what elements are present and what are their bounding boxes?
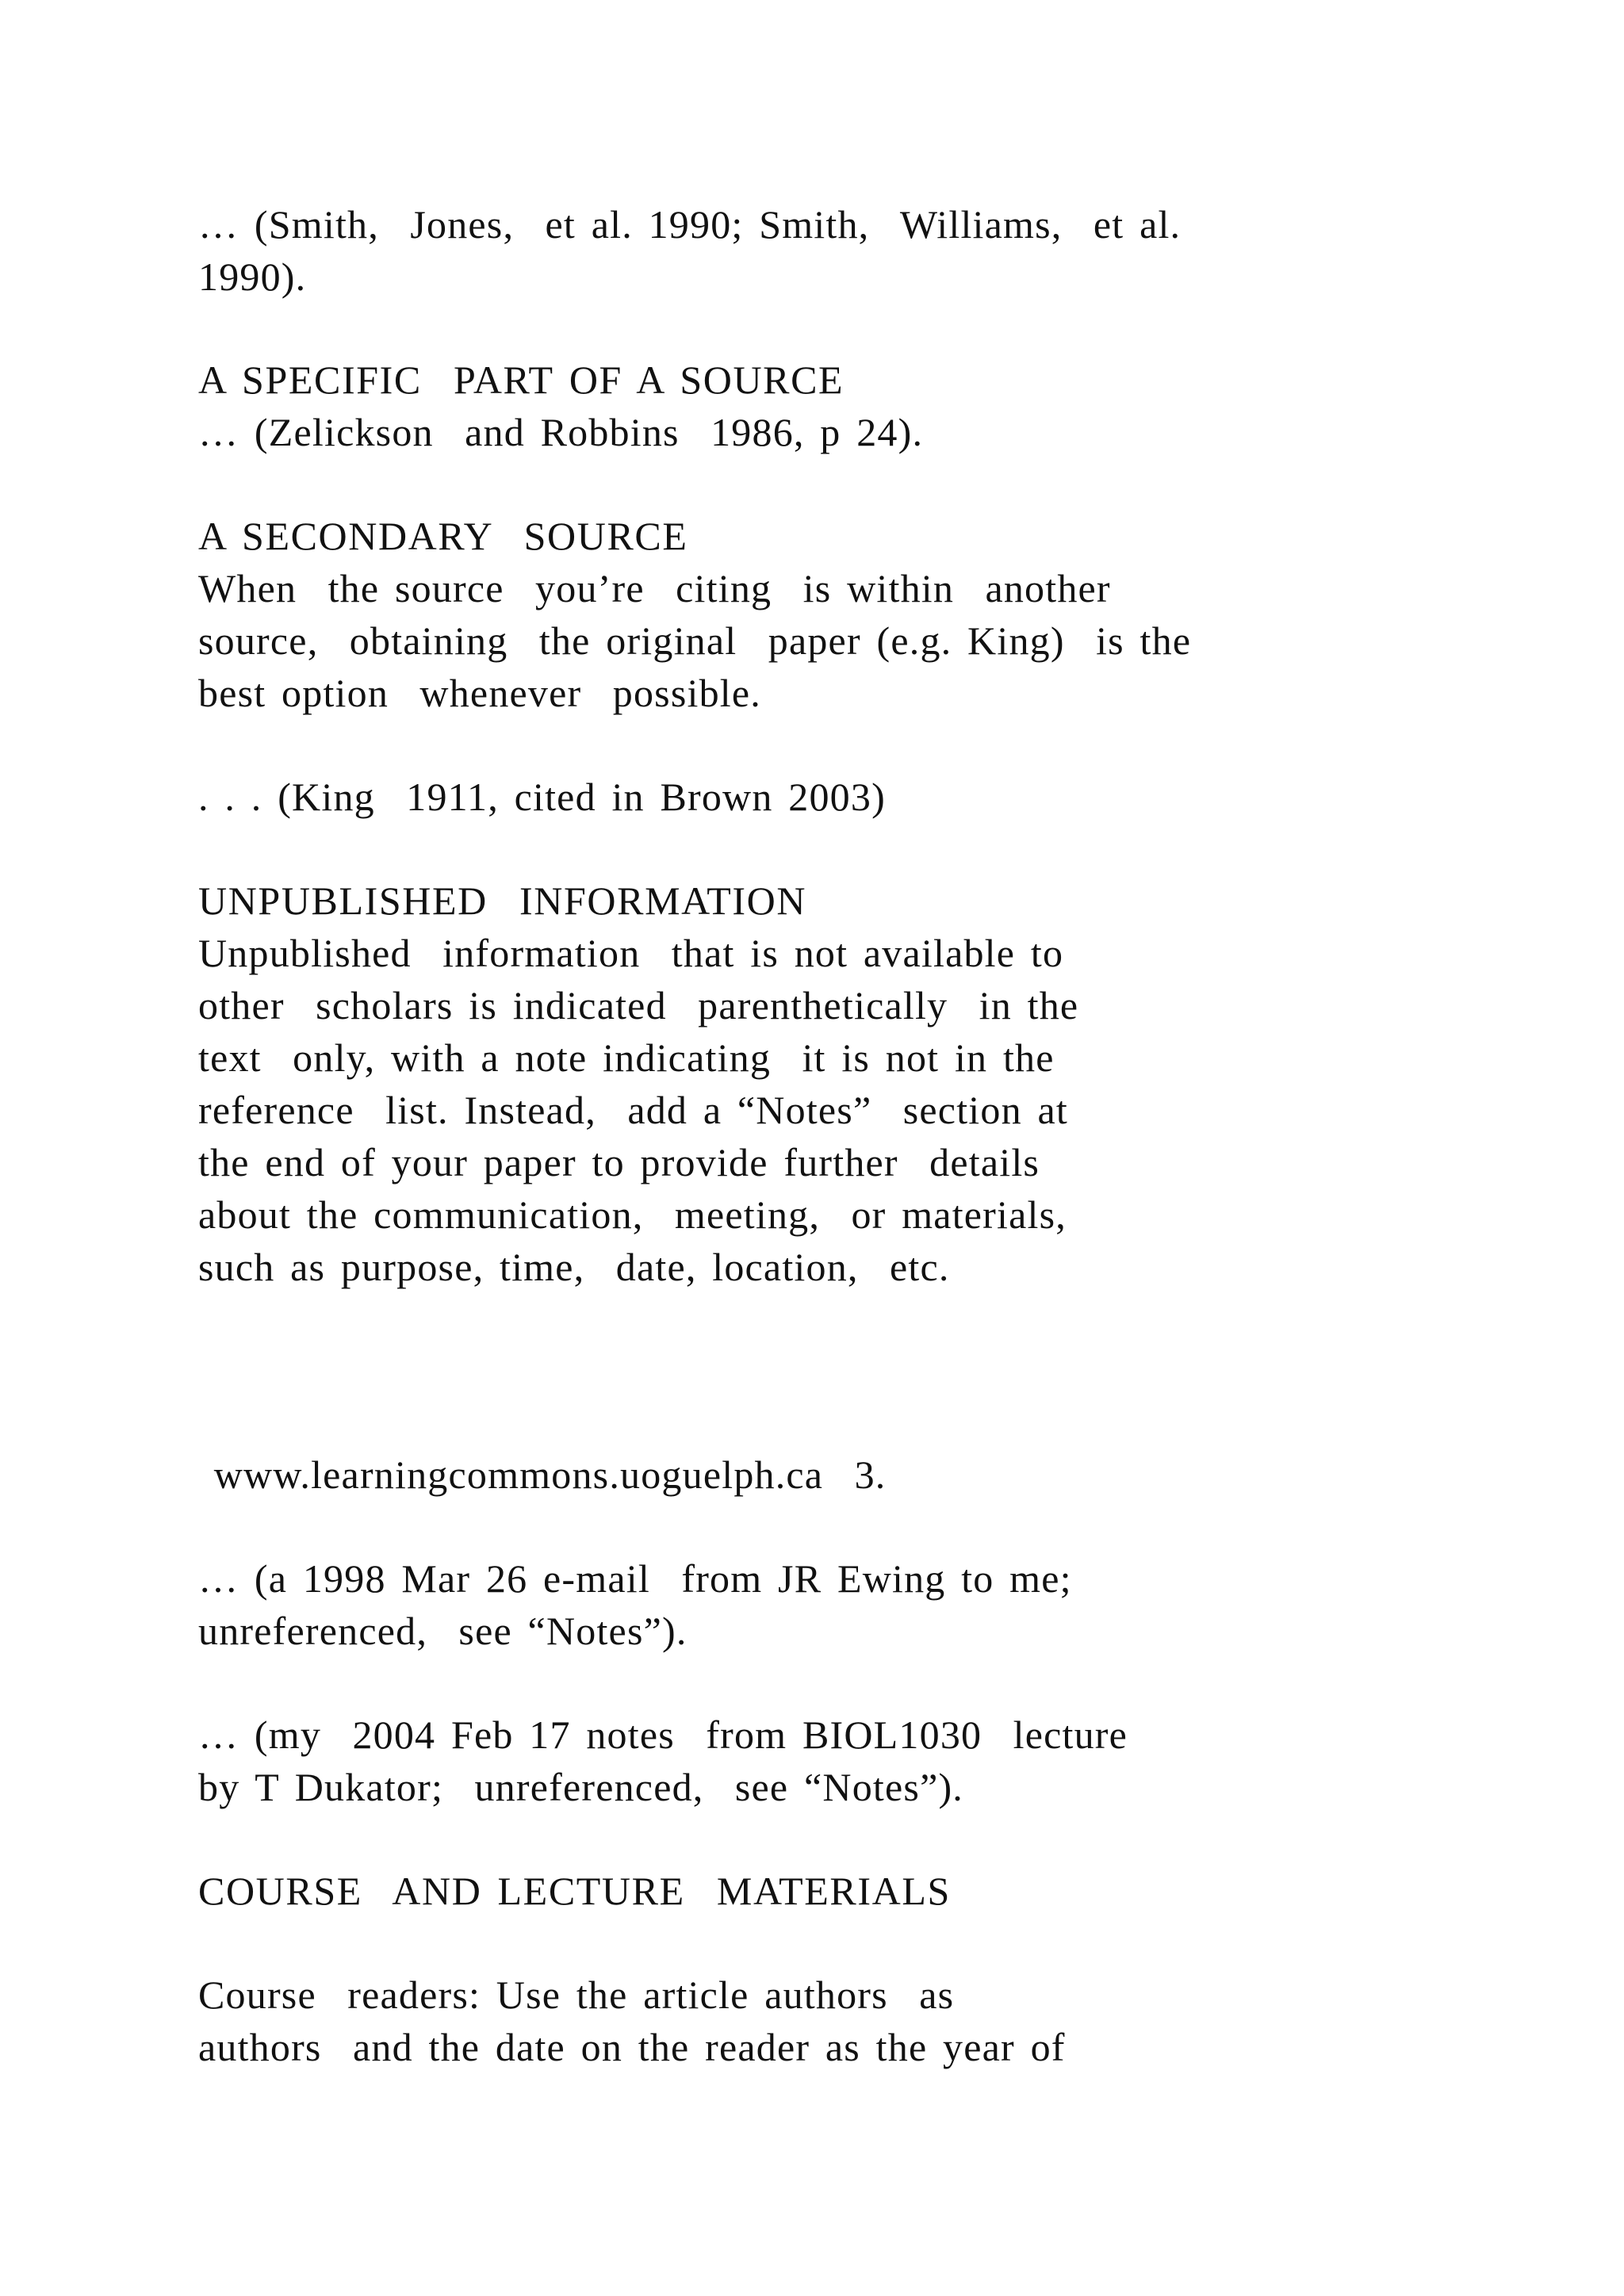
unpublished-text-5: the end of your paper to provide further details	[198, 1140, 1040, 1184]
unpublished-text-1: Unpublished information that is not available to	[198, 931, 1064, 975]
unpublished-text-7: such as purpose, time, date, location, etc.	[198, 1245, 950, 1289]
heading-secondary-source: A SECONDARY SOURCE	[198, 514, 688, 558]
citation-lecture-notes-line-1: … (my 2004 Feb 17 notes from BIOL1030 lecture	[198, 1712, 1128, 1757]
heading-course-lecture-materials: COURSE AND LECTURE MATERIALS	[198, 1869, 951, 1913]
secondary-source-text-1: When the source you’re citing is within another	[198, 566, 1111, 610]
citation-smith-line-2: 1990).	[198, 254, 307, 299]
citation-lecture-notes-line-2: by T Dukator; unreferenced, see “Notes”).	[198, 1765, 964, 1809]
secondary-source-text-2: source, obtaining the original paper (e.g. King) is the	[198, 618, 1192, 663]
unpublished-text-2: other scholars is indicated parenthetically in the	[198, 983, 1079, 1027]
course-readers-text-2: authors and the date on the reader as the year of	[198, 2025, 1066, 2069]
citation-king: . . . (King 1911, cited in Brown 2003)	[198, 775, 886, 819]
footer-url-page-number: www.learningcommons.uoguelph.ca 3.	[198, 1452, 887, 1497]
citation-email-line-2: unreferenced, see “Notes”).	[198, 1609, 688, 1653]
heading-specific-part: A SPECIFIC PART OF A SOURCE	[198, 358, 845, 402]
secondary-source-text-3: best option whenever possible.	[198, 671, 761, 715]
citation-zelickson: … (Zelickson and Robbins 1986, p 24).	[198, 410, 924, 454]
unpublished-text-3: text only, with a note indicating it is not in the	[198, 1035, 1055, 1080]
course-readers-text-1: Course readers: Use the article authors as	[198, 1973, 955, 2017]
heading-unpublished-information: UNPUBLISHED INFORMATION	[198, 878, 807, 923]
unpublished-text-4: reference list. Instead, add a “Notes” section at	[198, 1088, 1068, 1132]
unpublished-text-6: about the communication, meeting, or materials,	[198, 1192, 1067, 1237]
citation-email-line-1: … (a 1998 Mar 26 e-mail from JR Ewing to me;	[198, 1556, 1072, 1601]
citation-smith-line-1: … (Smith, Jones, et al. 1990; Smith, Williams, et al.	[198, 202, 1182, 247]
